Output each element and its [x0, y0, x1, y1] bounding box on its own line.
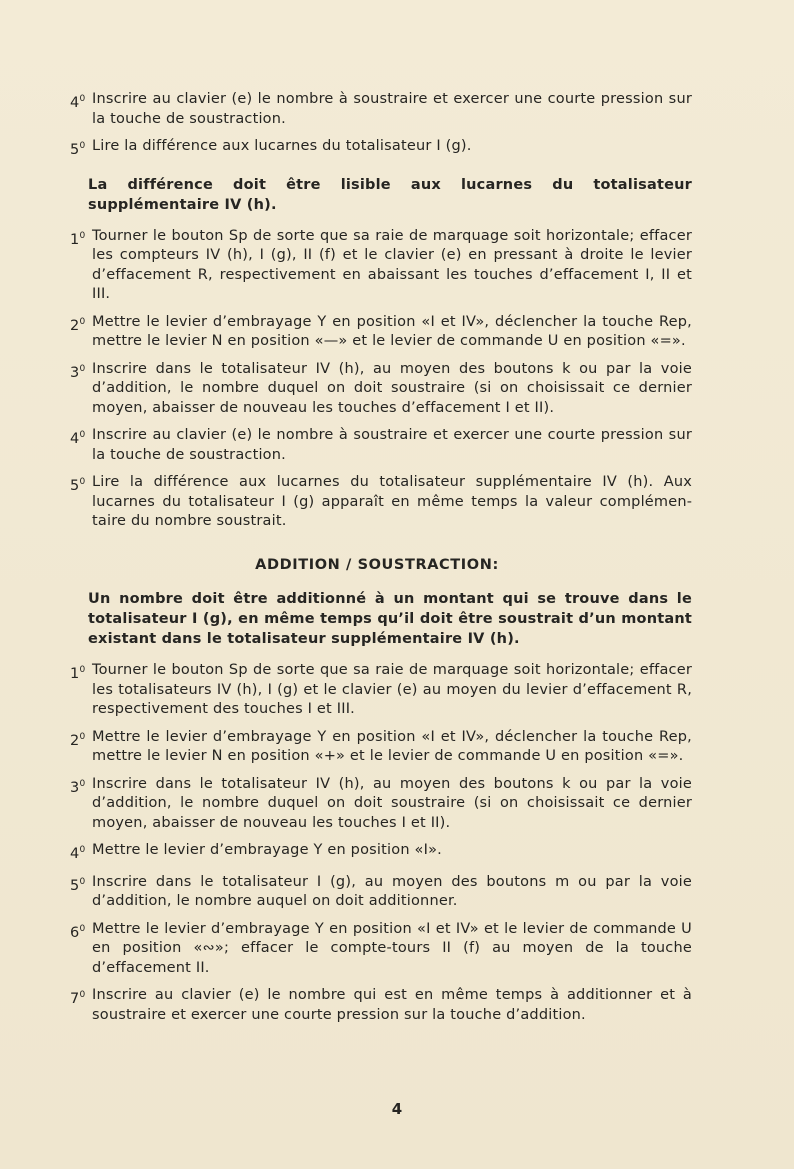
step-text: Inscrire au clavier (e) le nombre à soustraire et exercer une courte pression sur la touche de soustraction.	[92, 427, 692, 463]
step-number: $2^0$	[70, 316, 86, 334]
step-item	[62, 661, 692, 720]
step-number: $1^0$	[70, 665, 86, 682]
step-number: $3^0$	[70, 778, 86, 796]
step-number: $6^0$	[70, 923, 86, 941]
step-text: Lire la différence aux lucarnes du totalisateur supplémentaire IV (h). Aux lucarnes du totalisateur I (g) apparaît en même temps la valeur complémentaire du nombre soustrait.	[92, 474, 692, 529]
step-text: Tourner le bouton Sp de sorte que sa raie de marquage soit horizontale; effacer les compteurs IV (h), I (g), II (f) et le clavier (e) en pressant à droite le levier d’effacement R, respectivement en abaissant les touches d’effacement I, II et III.	[92, 227, 692, 302]
step-item	[62, 313, 692, 352]
step-text: Inscrire dans le totalisateur IV (h), au moyen des boutons k ou par la voie d’addition, le nombre duquel on doit soustraire (si on choisissait ce dernier moyen, abaisser de nouveau les touches I et II).	[92, 775, 692, 831]
step-item	[62, 360, 692, 419]
page-content	[62, 90, 692, 1033]
step-item	[62, 473, 692, 532]
step-text: Mettre le levier d’embrayage Y en position «I et IV», déclencher la touche Rep, mettre le levier N en position «+» et le levier de commande U en position «=».	[92, 728, 692, 764]
step-text: Tourner le bouton Sp de sorte que sa raie de marquage soit horizontale; effacer les totalisateurs IV (h), I (g) et le clavier (e) au moyen du levier d’effacement R, respectivement des touches I et III.	[92, 662, 692, 717]
section-intro: Un nombre doit être additionné à un montant qui se trouve dans le totalisateur I (g), en même temps qu’il doit être soustrait d’un montant existant dans le totalisateur supplémentaire IV (h).	[88, 591, 692, 647]
step-text: Inscrire au clavier (e) le nombre qui est en même temps à additionner et à soustraire et exercer une courte pression sur la touche d’addition.	[92, 987, 692, 1023]
step-text: Inscrire dans le totalisateur I (g), au moyen des boutons m ou par la voie d’addition, le nombre auquel on doit additionner.	[92, 873, 692, 909]
step-number: $4^0$	[70, 845, 86, 862]
step-text: Mettre le levier d’embrayage Y en position «I».	[92, 842, 442, 858]
step-item	[62, 775, 692, 834]
step-number: $3^0$	[70, 363, 86, 381]
section-intro: La différence doit être lisible aux lucarnes du totalisateur supplémentaire IV (h).	[88, 176, 692, 213]
step-item	[62, 90, 692, 129]
step-text: Inscrire au clavier (e) le nombre à soustraire et exercer une courte pression sur la touche de soustraction.	[92, 91, 692, 127]
step-item	[62, 426, 692, 465]
step-number: $5^0$	[70, 141, 86, 158]
page-number: 4	[391, 1100, 403, 1118]
step-item	[62, 920, 692, 979]
step-item	[62, 841, 692, 865]
step-item	[62, 728, 692, 767]
step-item	[62, 986, 692, 1025]
step-number: $5^0$	[70, 477, 86, 494]
step-item	[62, 137, 692, 161]
step-number: $2^0$	[70, 731, 86, 749]
step-text: Inscrire dans le totalisateur IV (h), au moyen des boutons k ou par la voie d’addition, le nombre duquel on doit soustraire (si on choisissait ce dernier moyen, abaisser de nouveau les touches d’effacement I et II).	[92, 360, 692, 416]
step-text: Mettre le levier d’embrayage Y en position «I et IV» et le levier de commande U en position «∾»; effacer le compte-tours II (f) au moyen de la touche d’effacement II.	[92, 920, 692, 976]
step-item	[62, 873, 692, 912]
step-number: $7^0$	[70, 990, 86, 1007]
step-number: $1^0$	[70, 230, 86, 248]
section-heading: ADDITION / SOUSTRACTION:	[255, 556, 499, 573]
step-item	[62, 227, 692, 305]
step-text: Lire la différence aux lucarnes du totalisateur I (g).	[92, 138, 472, 154]
step-number: $4^0$	[70, 430, 86, 447]
step-number: $4^0$	[70, 94, 86, 111]
step-text: Mettre le levier d’embrayage Y en position «I et IV», déclencher la touche Rep, mettre le levier N en position «—» et le levier de commande U en position «=».	[92, 313, 692, 349]
step-number: $5^0$	[70, 876, 86, 894]
